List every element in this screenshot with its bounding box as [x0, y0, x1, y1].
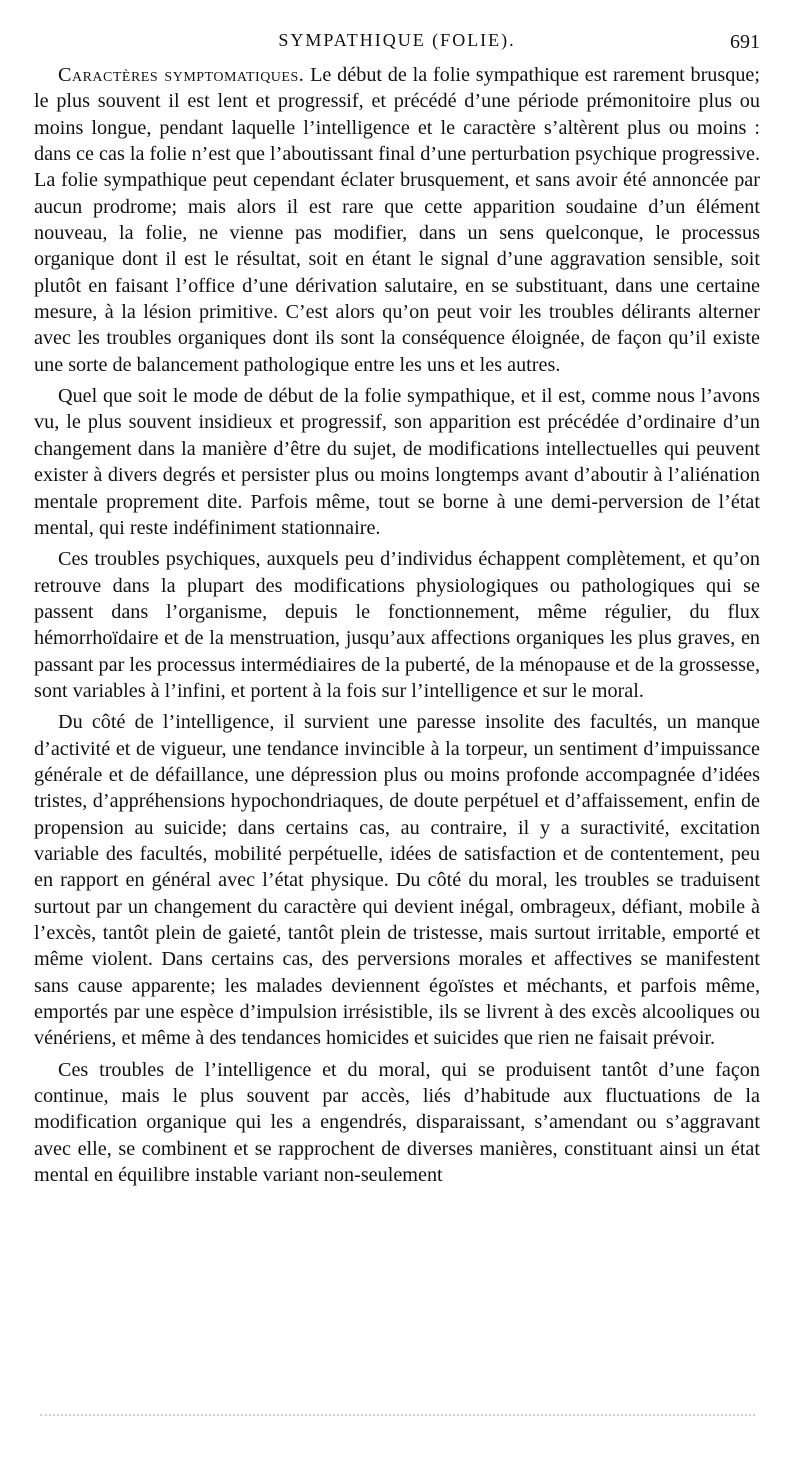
paragraph-2: Quel que soit le mode de début de la folie sympathique, et il est, comme nous l’avons vu, le plus souvent insidieux et progressif, son apparition est précédée d’ordinaire d’un changement dans la manière d’être du sujet, de modifications intellectuelles qui peuvent exister à divers degrés et persister plus ou moins longtemps avant d’aboutir à l’aliénation mentale proprement dite. Parfois même, tout se borne à une demi-perversion de l’état mental, qui reste indéfiniment stationnaire.	[34, 385, 760, 539]
paragraph-5: Ces troubles de l’intelligence et du moral, qui se produisent tantôt d’une façon continue, mais le plus souvent par accès, liés d’habitude aux fluctuations de la modification organique qui les a engendrés, disparaissant, s’amendant ou s’aggravant avec elle, se combinent et se rapprochent de diverses manières, constituant ainsi un état mental en équilibre instable variant non-seulement	[34, 1058, 760, 1187]
running-title: SYMPATHIQUE (FOLIE).	[278, 30, 516, 50]
paragraph-4: Du côté de l’intelligence, il survient une paresse insolite des facultés, un manque d’activité et de vigueur, une tendance invincible à la torpeur, un sentiment d’impuissance générale et de défaillance, une dépression plus ou moins profonde accompagnée d’idées tristes, d’appréhensions hypochondriaques, de doute perpétuel et d’affaissement, enfin de propension au suicide; dans certains cas, au contraire, il y a suractivité, excitation variable des facultés, mobilité perpétuelle, idées de satisfaction et de contentement, peu en rapport en général avec l’état physique. Du côté du moral, les troubles se traduisent surtout par un changement du caractère qui devient inégal, ombrageux, défiant, mobile à l’excès, tantôt plein de gaieté, tantôt plein de tristesse, mais surtout irritable, emporté et même violent. Dans certains cas, des perversions morales et affectives se manifestent sans cause apparente; les malades deviennent égoïstes et méchants, et parfois même, emportés par une espèce d’impulsion irrésistible, ils se livrent à des excès alcooliques ou vénériens, et même à des tendances homicides et suicides que rien ne faisait prévoir.	[34, 711, 760, 1050]
paragraph-1	[34, 62, 760, 378]
paragraph-1-text: Le début de la folie sympathique est rarement brusque; le plus souvent il est lent et progressif, et précédé d’une période prémonitoire plus ou moins longue, pendant laquelle l’intelligence et le caractère s’altèrent plus ou moins : dans ce cas la folie n’est que l’aboutissant final d’une perturbation psychique progressive. La folie sympathique peut cependant éclater brusquement, et sans avoir été annoncée par aucun prodrome; mais alors il est rare que cette apparition soudaine d’un élément nouveau, la folie, ne vienne pas modifier, dans un sens quelconque, le processus organique dont il est le résultat, soit en étant le signal d’une aggravation sensible, soit plutôt en faisant l’office d’une dérivation salutaire, en se substituant, dans une certaine mesure, à la lésion primitive. C’est alors qu’on peut voir les troubles délirants alterner avec les troubles organiques dont ils sont la conséquence éloignée, de façon qu’il existe une sorte de balancement pathologique entre les uns et les autres.	[34, 64, 760, 376]
section-lead: Caractères symptomatiques.	[58, 64, 305, 86]
running-header	[34, 18, 760, 58]
page-number: 691	[730, 31, 760, 53]
scan-speckles	[40, 1414, 755, 1422]
body-text	[34, 62, 760, 1188]
paragraph-3: Ces troubles psychiques, auxquels peu d’individus échappent complètement, et qu’on retrouve dans la plupart des modifications physiologiques ou pathologiques qui se passent dans l’organisme, depuis le fonctionnement, même régulier, du flux hémorrhoïdaire et de la menstruation, jusqu’aux affections organiques les plus graves, en passant par les processus intermédiaires de la puberté, de la ménopause et de la grossesse, sont variables à l’infini, et portent à la fois sur l’intelligence et sur le moral.	[34, 548, 760, 702]
